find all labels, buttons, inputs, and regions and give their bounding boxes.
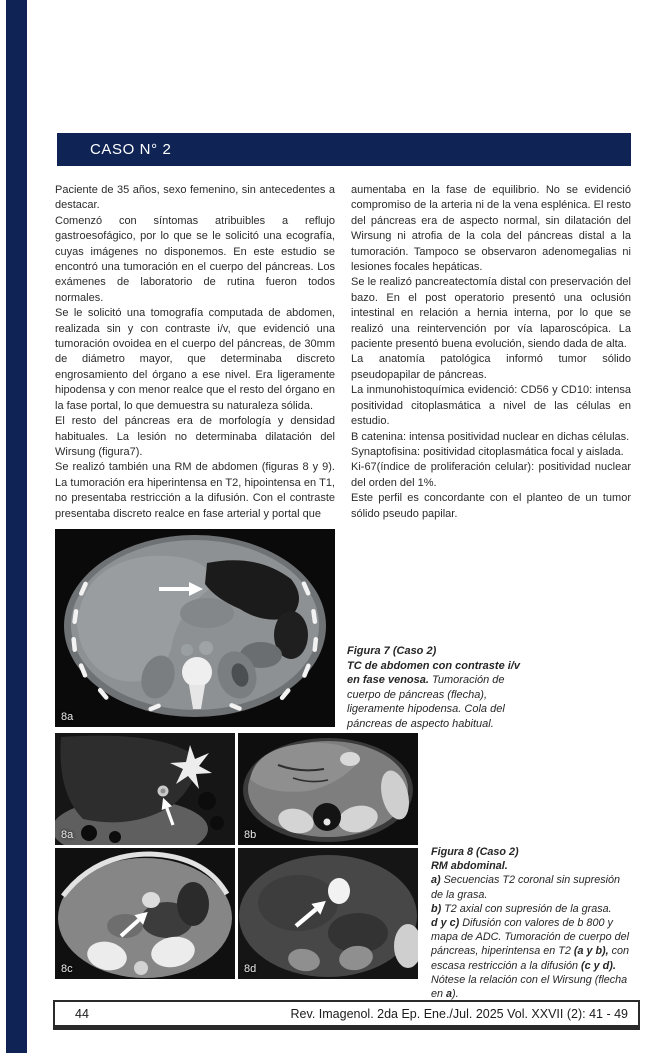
case-header-bar [57, 133, 631, 166]
paragraph: Comenzó con síntomas atribuibles a reflujo gastroesofágico, por lo que se le solicitó una ecografía, cuyas imágenes no disponemos. En este estudio se encontró una tumoración en el cuerpo del páncreas. Los exámenes de laboratorio de rutina fueron todos normales. [55, 214, 335, 304]
figure8-mri-grid [55, 733, 418, 979]
vertebra [182, 657, 212, 687]
pancreas-lesion [142, 892, 160, 908]
page-number: 44 [75, 1006, 89, 1021]
figure8-panel-c [55, 848, 235, 979]
paragraph: La anatomía patológica informó tumor sólido pseudopapilar de páncreas. [351, 353, 631, 381]
figure8-panel-a [55, 733, 235, 845]
journal-reference: Rev. Imagenol. 2da Ep. Ene./Jul. 2025 Vol. XXVII (2): 41 - 49 [290, 1006, 628, 1021]
panel-label: 8a [61, 711, 74, 723]
paragraph: Este perfil es concordante con el planteo de un tumor sólido pseudo papilar. [351, 492, 631, 520]
spine-dark [313, 803, 341, 831]
paragraph: La inmunohistoquímica evidenció: CD56 y CD10: intensa positividad citoplasmática a nivel de las células en estudio. [351, 384, 631, 428]
mri-coronal-t2-illustration [55, 733, 235, 845]
paragraph: Se le realizó pancreatectomía distal con preservación del bazo. En el post operatorio presentó una oclusión intestinal en relación a hernia interna, por lo que se realizó una reintervención por vía laparoscópica. La paciente presentó buena evolución, siendo dada de alta. [351, 276, 631, 351]
body-text-columns [55, 183, 631, 522]
figure8-panel-d [238, 848, 418, 979]
figure7-caption: Figura 7 (Caso 2) TC de abdomen con contraste i/v en fase venosa. Tumoración de cuerpo de páncreas (flecha), ligeramente hipodensa. Cola del páncreas de aspecto habitual. [347, 644, 527, 732]
footer-bar [53, 1000, 640, 1030]
paragraph: Ki-67(índice de proliferación celular): positividad nuclear del orden del 1%. [351, 461, 631, 489]
paragraph: Paciente de 35 años, sexo femenino, sin antecedentes a destacar. [55, 184, 335, 212]
paragraph: Synaptofisina: positividad citoplasmática focal y aislada. [351, 445, 624, 458]
paragraph: Se realizó también una RM de abdomen (figuras 8 y 9). La tumoración era hiperintensa en T2, hipointensa en T1, no presentaba restricción a la difusión. Con el contraste presentaba discreto realce en fase arterial y portal que [55, 461, 335, 520]
mri-diffusion-b800-illustration [238, 848, 418, 979]
left-column [55, 183, 335, 522]
paragraph: El resto del páncreas era de morfología y densidad habituales. La lesión no determinaba dilatación del Wirsung (figura7). [55, 415, 335, 458]
panel-label: 8b [244, 829, 257, 841]
left-margin-band [6, 0, 27, 1053]
figure-caption-subtitle: RM abdominal. [431, 860, 508, 873]
figure7-ct-image [55, 529, 335, 727]
panel-label: 8d [244, 963, 257, 975]
ct-axial-illustration [55, 529, 335, 727]
panel-label: 8a [61, 829, 74, 841]
figure8-panel-b [238, 733, 418, 845]
mri-adc-map-illustration [55, 848, 235, 979]
mri-axial-t2-illustration [238, 733, 418, 845]
right-column [351, 183, 631, 522]
figure8-caption: Figura 8 (Caso 2) RM abdominal. a) Secuencias T2 coronal sin supresión de la grasa. b) T2 axial con supresión de la grasa. d y c) Difusión con valores de b 800 y mapa de ADC. Tumoración de cuerpo del páncreas, hiperintensa en T2 (a y b), con escasa restricción a la difusión (c y d). Nótese la relación con el Wirsung (flecha en a). [431, 845, 635, 1001]
pancreas-lesion-bright [328, 878, 350, 904]
paragraph: aumentaba en la fase de equilibrio. No se evidenció compromiso de la arteria ni de la vena esplénica. El resto del páncreas era de aspecto normal, sin dilatación del Wirsung ni atrofia de la cola del páncreas distal a la tumoración. Tampoco se observaron adenomegalias ni lesiones focales hepáticas. [351, 184, 631, 274]
stomach-bright [340, 752, 360, 766]
paragraph: Se le solicitó una tomografía computada de abdomen, realizada sin y con contraste i/v, que evidenció una tumoración ovoidea en el cuerpo del páncreas, de 30mm de diámetro mayor, que determinaba discreto engrosamiento del órgano a ese nivel. Era ligeramente hipodensa y con menor realce que el resto del órgano en la fase portal, lo que demuestra su naturaleza sólida. [55, 307, 335, 412]
pancreas-lesion [180, 598, 234, 628]
panel-label: 8c [61, 963, 73, 975]
case-title: CASO N° 2 [90, 141, 172, 158]
figure-caption-title: Figura 7 (Caso 2) [347, 645, 437, 657]
figure-caption-title: Figura 8 (Caso 2) [431, 846, 519, 858]
paragraph: B catenina: intensa positividad nuclear en dichas células. [351, 430, 630, 443]
